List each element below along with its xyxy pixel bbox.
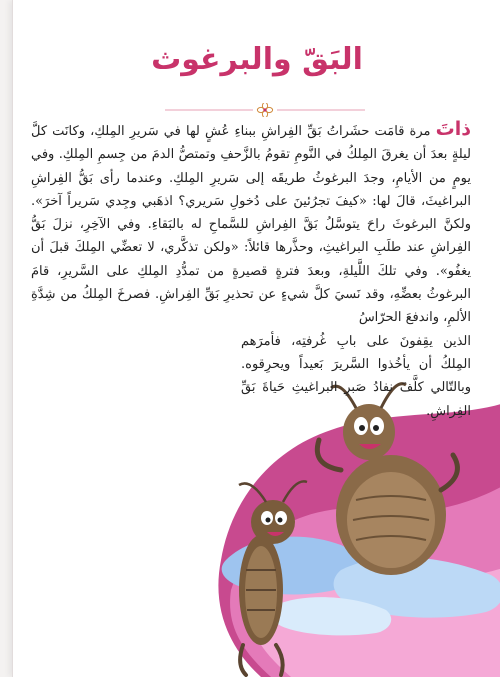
story-title: البَقّ والبرغوث	[151, 42, 363, 77]
story-paragraph-main	[31, 118, 471, 330]
book-page	[12, 0, 500, 677]
story-text	[31, 118, 471, 423]
flower-ornament-icon	[257, 103, 272, 117]
story-paragraph-start: مرة قامَت حشَراتُ بَقِّ الفِراشِ ببناءِ عُشٍ لها في سَريرِ المِلكِ، وكانَت كلَّ ليلةٍ بعدَ أن يغرقَ المِلكُ في النَّومِ تقومُ بالزَّحفِ وتمتصُّ الدمَ من جِسمِ المِلكِ. وفي يومٍ من الأيامِ، وجدَ البرغوثُ طريقَه إلى سَريرِ المِلكِ. وعندما رأى بَقُّ الفِراشِ البراغيثَ، قالَ لها: «كيفَ تجرُئينَ على دُخولِ سَريري؟ اذهَبي وجِدي سَريراً آخرَ». ولكنَّ البرغوثَ راحَ يتوسَّلُ بَقَّ الفِراشِ للسَّماحِ له بالبَقاءِ. وفي الآخِرِ، نزلَ بَقُّ الفِراشِ عند طلَبِ البراغيثِ، وحذَّرها قائلاً: «ولكن تذكَّري، لا تعضِّي المِلكَ قبلَ أن يغفُو». وفي تلكَ اللَّيلةِ، وبعدَ فترةٍ قصيرةٍ من تمدُّدِ المِلكِ على السَّريرِ، قامَ البرغوثُ بعضِّهِ، وقد نَسيَ كلَّ شيءٍ عن تحذيرِ بَقِّ الفِراشِ. فصرخَ المِلكُ من شِدَّةِ الألمِ، واندفعَ الحرّاسُ	[31, 124, 471, 326]
title-divider	[165, 103, 365, 117]
story-lead-word: ذاتَ	[435, 118, 471, 140]
story-paragraph-end: الذين يقِفونَ على بابِ غُرفتِه، فأمرَهم المِلكُ أن يأخُذوا السَّريرَ بَعيداً ويحرِقوه. وبالتّالي كلَّفَ نفادُ صَبرِ البراغيثِ حَياةَ بَقِّ الفِراشِ.	[241, 333, 471, 419]
